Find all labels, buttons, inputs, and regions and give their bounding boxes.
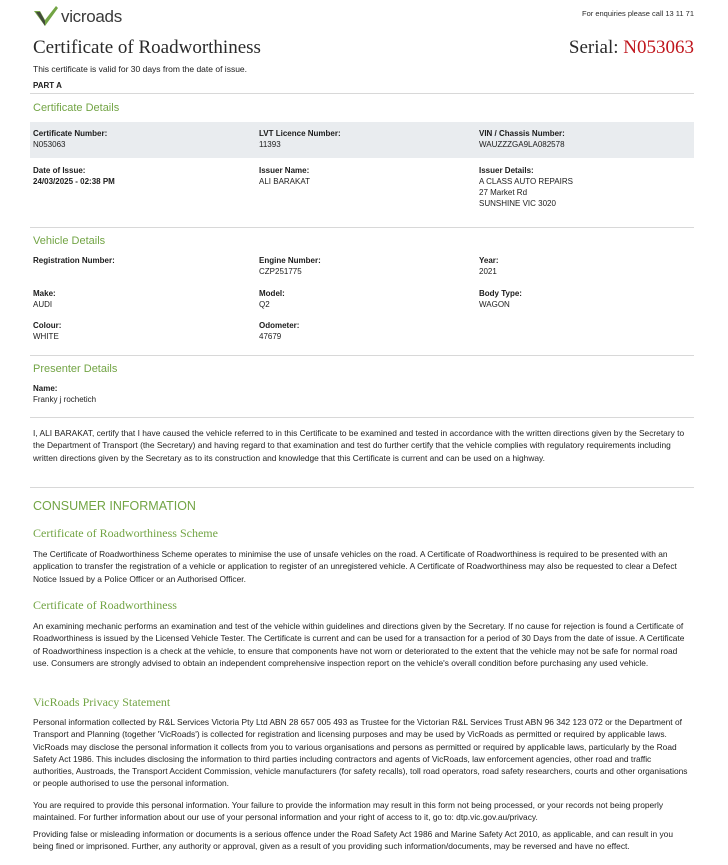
consumer-info-heading: CONSUMER INFORMATION <box>33 499 196 513</box>
vehicle-details-heading: Vehicle Details <box>33 235 106 247</box>
certificate-details-row-1 <box>30 122 694 158</box>
issuer-details-field <box>479 165 573 209</box>
model-field <box>259 288 285 310</box>
field-label: Body Type: <box>479 289 522 298</box>
field-label: Make: <box>33 289 56 298</box>
field-value: WHITE <box>33 332 59 341</box>
issuer-line: 27 Market Rd <box>479 188 528 197</box>
divider <box>30 93 694 94</box>
header-bar <box>0 0 728 36</box>
serial-label: Serial: <box>568 37 619 58</box>
divider <box>30 227 694 228</box>
vicroads-logo <box>33 5 122 27</box>
vin-field <box>479 128 565 150</box>
scheme-text: The Certificate of Roadworthiness Scheme operates to minimise the use of unsafe vehicles on the road. A Certificate of Roadworthiness is required to be presented with an application to transfer the registration of a vehicle or application to register of an unregistered vehicle. A Certificate of Roadworthiness may also be requested to clear a Defect Notice Issued by a Police Officer or an Authorised Officer. <box>33 549 677 584</box>
field-value: CZP251775 <box>259 267 302 276</box>
field-value: WAUZZZGA9LA082578 <box>479 140 565 149</box>
certification-statement: I, ALI BARAKAT, certify that I have caused the vehicle referred to in this Certificate to be examined and tested in accordance with the written directions given by the Secretary to the Department of Transport (the Secretary) and having regard to that examination and test do further certify that the vehicle complies with regulatory requirements including written directions given by the Secretary as to its construction and knowledge that this Certificate is current and can be used on a highway. <box>33 428 685 463</box>
field-label: Year: <box>479 256 499 265</box>
field-value: 24/03/2025 - 02:38 PM <box>33 177 115 186</box>
divider <box>30 487 694 488</box>
enquiries-text: For enquiries please call 13 11 71 <box>581 9 694 18</box>
issuer-line: A CLASS AUTO REPAIRS <box>479 177 573 186</box>
lvt-licence-field <box>259 128 341 150</box>
privacy-text: Providing false or misleading information or documents is a serious offence under the Road Safety Act 1986 and Marine Safety Act 2010, as applicable, and can result in you being fined or imprisoned. Further, any authority or approval, given as a result of you providing such information/documents, may be reversed and have no effect. <box>33 829 673 852</box>
certificate-heading: Certificate of Roadworthiness <box>33 598 177 612</box>
field-label: Engine Number: <box>259 256 321 265</box>
field-label: LVT Licence Number: <box>259 129 341 138</box>
odometer-field <box>259 320 299 342</box>
field-label: Date of Issue: <box>33 166 86 175</box>
field-value: Franky j rochetich <box>33 395 97 404</box>
field-label: VIN / Chassis Number: <box>479 129 565 138</box>
field-label: Model: <box>259 289 285 298</box>
field-value: ALI BARAKAT <box>259 177 310 186</box>
field-label: Odometer: <box>259 321 300 330</box>
field-value: 11393 <box>259 140 281 149</box>
issuer-name-field <box>259 165 310 187</box>
field-label: Certificate Number: <box>33 129 108 138</box>
certificate-text: An examining mechanic performs an examination and test of the vehicle within guidelines and directions given by the Secretary. If no cause for rejection is found a Certificate of Roadworthiness is issued by the Licensed Vehicle Tester. The Certificate is current and can be used for a transaction for a period of 30 Days from the date of issue. A Certificate of Roadworthiness inspection is a check at the vehicle, to ensure that components have not worn or deteriorated to the extent that the vehicle may not be safe for normal road use. Consumers are strongly advised to obtain an independent comprehensive inspection report on the vehicle's overall condition before purchasing any used vehicle. <box>33 621 685 668</box>
part-label: PART A <box>33 81 62 90</box>
body-type-field <box>479 288 522 310</box>
validity-note: This certificate is valid for 30 days from the date of issue. <box>33 64 248 74</box>
logo-text: vicroads <box>61 7 122 26</box>
field-label: Registration Number: <box>33 256 115 265</box>
colour-field <box>33 320 61 342</box>
certificate-number-field <box>33 128 107 150</box>
page-title: Certificate of Roadworthiness <box>33 37 261 58</box>
field-label: Issuer Details: <box>479 166 534 175</box>
year-field <box>479 255 499 277</box>
field-label: Issuer Name: <box>259 166 310 175</box>
field-label: Name: <box>33 384 58 393</box>
date-of-issue-field <box>33 165 115 187</box>
certificate-details-heading: Certificate Details <box>33 102 120 114</box>
divider <box>30 355 694 356</box>
title-row <box>0 36 728 66</box>
scheme-heading: Certificate of Roadworthiness Scheme <box>33 526 218 540</box>
privacy-heading: VicRoads Privacy Statement <box>33 695 171 709</box>
engine-field <box>259 255 321 277</box>
serial <box>569 37 694 59</box>
vicroads-tick-icon <box>33 5 59 27</box>
issuer-line: SUNSHINE VIC 3020 <box>479 199 556 208</box>
field-value: Q2 <box>259 300 270 309</box>
privacy-text: You are required to provide this personal information. Your failure to provide the information may result in this form not being processed, or your records not being properly maintained. For further information about our use of your personal information and your right of access to it, go to: dtp.vic.gov.au/privacy. <box>33 800 664 823</box>
field-label: Colour: <box>33 321 62 330</box>
privacy-text: Personal information collected by R&L Services Victoria Pty Ltd ABN 28 657 005 493 as Trustee for the Victorian R&L Services Trust ABN 96 342 123 072 or the Department of Transport and Planning (together 'VicRoads') is collected for registration and licensing purposes and may be used by VicRoads as permitted or required by applicable laws. VicRoads may disclose the personal information it collects from you to various organisations and persons as permitted or required by applicable laws, particularly by the Road Safety Act 1986. This includes disclosing the information to third parties including contractors and agents of VicRoads, law enforcement agencies, other road and traffic authorities, Austroads, the Transport Accident Commission, vehicle manufacturers (for safety recalls), toll road operators, road safety researchers, courts and other organisations or people authorised to use the personal information. <box>33 717 688 789</box>
field-value: WAGON <box>479 300 510 309</box>
serial-number: N053063 <box>623 37 694 58</box>
divider <box>30 417 694 418</box>
presenter-name-field <box>33 383 96 405</box>
field-value: 2021 <box>479 267 497 276</box>
field-value: 47679 <box>259 332 282 341</box>
make-field <box>33 288 56 310</box>
field-value: N053063 <box>33 140 66 149</box>
presenter-details-heading: Presenter Details <box>33 363 118 375</box>
certificate-details-grid <box>30 122 694 224</box>
field-value: AUDI <box>33 300 53 309</box>
registration-field <box>33 255 115 266</box>
certificate-details-row-2 <box>30 158 694 224</box>
